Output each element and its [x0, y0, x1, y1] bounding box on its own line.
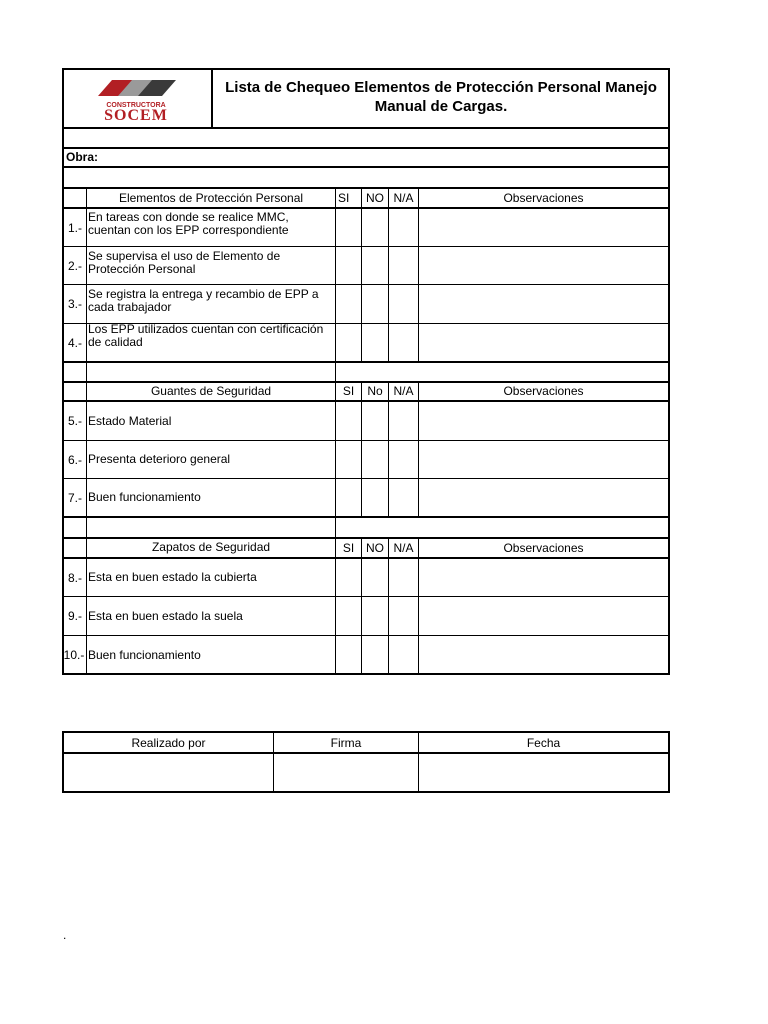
col-realizado-por: Realizado por	[131, 735, 206, 750]
obra-label: Obra:	[66, 150, 99, 164]
section-heading: Elementos de Protección Personal	[118, 191, 304, 205]
company-logo	[78, 74, 198, 124]
row-number: 2.-	[67, 258, 82, 273]
row-number: 10.-	[63, 648, 85, 662]
row-text: Presenta deterioro general	[88, 452, 231, 466]
row-number: 6.-	[67, 452, 82, 467]
col-no: NO	[366, 541, 384, 555]
section-heading: Guantes de Seguridad	[150, 384, 272, 398]
row-number: 3.-	[67, 297, 82, 311]
section-heading: Zapatos de Seguridad	[151, 540, 271, 554]
logo-brand: SOCEM	[104, 107, 168, 124]
row-number: 7.-	[67, 490, 82, 505]
col-si: SI	[342, 541, 355, 555]
obra-input[interactable]	[120, 149, 665, 166]
col-na: N/A	[393, 384, 414, 398]
row-number: 5.-	[67, 414, 82, 428]
col-no: NO	[366, 191, 384, 205]
col-si: SI	[338, 191, 350, 205]
row-text: Buen funcionamiento	[88, 490, 201, 504]
row-number: 1.-	[67, 220, 82, 235]
col-fecha: Fecha	[526, 735, 561, 750]
col-firma: Firma	[330, 735, 362, 750]
fecha-field[interactable]	[419, 754, 668, 791]
row-text: Esta en buen estado la cubierta	[88, 570, 257, 584]
row-text: En tareas con donde se realice MMC, cuentan con los EPP correspondiente	[88, 210, 289, 237]
row-text: Se supervisa el uso de Elemento de Protección Personal	[88, 249, 281, 276]
row-text: Se registra la entrega y recambio de EPP a cada trabajador	[88, 287, 319, 314]
col-na: N/A	[393, 191, 414, 205]
row-number: 4.-	[67, 335, 82, 350]
col-na: N/A	[393, 541, 414, 555]
col-observaciones: Observaciones	[503, 541, 584, 555]
row-number: 9.-	[67, 609, 82, 623]
footer-mark: .	[63, 928, 67, 942]
row-number: 8.-	[67, 570, 82, 585]
document-title: Lista de Chequeo Elementos de Protección Personal Manejo Manual de Cargas.	[225, 79, 657, 115]
row-text: Buen funcionamiento	[88, 647, 201, 662]
col-observaciones: Observaciones	[503, 384, 584, 398]
col-no: No	[367, 384, 383, 398]
col-si: SI	[342, 384, 355, 398]
row-text: Los EPP utilizados cuentan con certificación de calidad	[88, 322, 324, 349]
firma-field[interactable]	[274, 754, 418, 791]
row-text: Estado Material	[88, 413, 172, 428]
socem-logo-icon	[78, 74, 198, 124]
realizado-por-field[interactable]	[64, 754, 273, 791]
row-text: Esta en buen estado la suela	[88, 608, 243, 623]
col-observaciones: Observaciones	[503, 191, 584, 205]
logo-subtitle: CONSTRUCTORA	[106, 102, 166, 109]
